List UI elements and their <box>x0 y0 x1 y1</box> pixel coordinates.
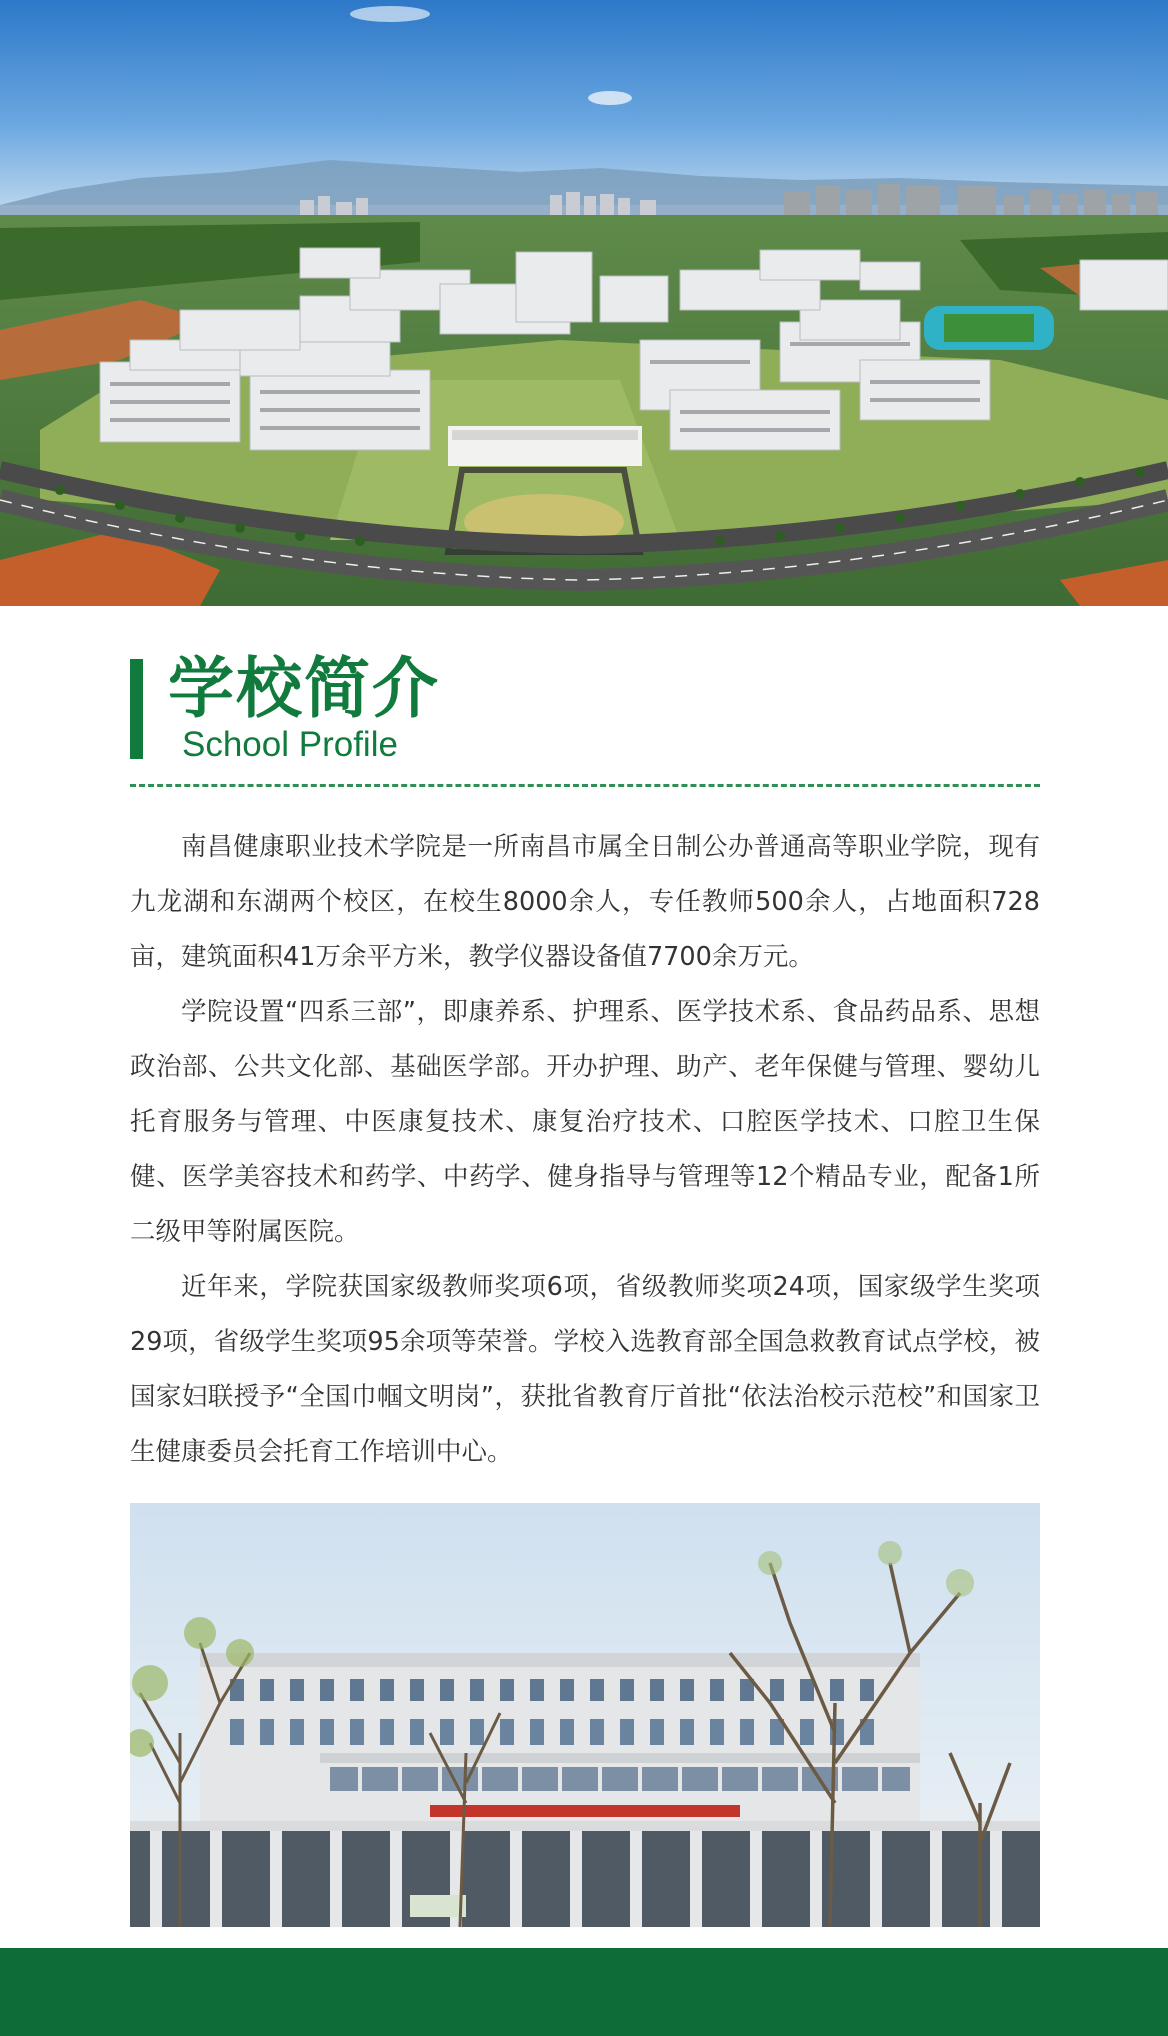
hero-campus-aerial-photo <box>0 0 1168 606</box>
campus-building-photo <box>130 1503 1040 1927</box>
profile-paragraph: 南昌健康职业技术学院是一所南昌市属全日制公办普通高等职业学院，现有九龙湖和东湖两个校区，在校生8000余人，专任教师500余人，占地面积728亩，建筑面积41万余平方米，教学仪器设备值7700余万元。 <box>130 832 1040 972</box>
profile-paragraph: 学院设置“四系三部”，即康养系、护理系、医学技术系、食品药品系、思想政治部、公共文化部、基础医学部。开办护理、助产、老年保健与管理、婴幼儿托育服务与管理、中医康复技术、康复治疗技术、口腔医学技术、口腔卫生保健、医学美容技术和药学、中药学、健身指导与管理等12个精品专业，配备1所二级甲等附属医院。 <box>130 997 1040 1247</box>
profile-paragraph: 近年来，学院获国家级教师奖项6项，省级教师奖项24项，国家级学生奖项29项，省级学生奖项95余项等荣誉。学校入选教育部全国急救教育试点学校，被国家妇联授予“全国巾帼文明岗”，获批省教育厅首批“依法治校示范校”和国家卫生健康委员会托育工作培训中心。 <box>130 1272 1040 1467</box>
heading-title-cn: 学校简介 <box>168 650 440 727</box>
heading-accent-bar <box>130 659 143 759</box>
footer-band <box>0 1948 1168 2036</box>
heading-title-en: School Profile <box>182 725 398 764</box>
dashed-divider <box>130 784 1040 787</box>
section-heading <box>130 650 1040 769</box>
profile-body <box>130 820 1040 1480</box>
